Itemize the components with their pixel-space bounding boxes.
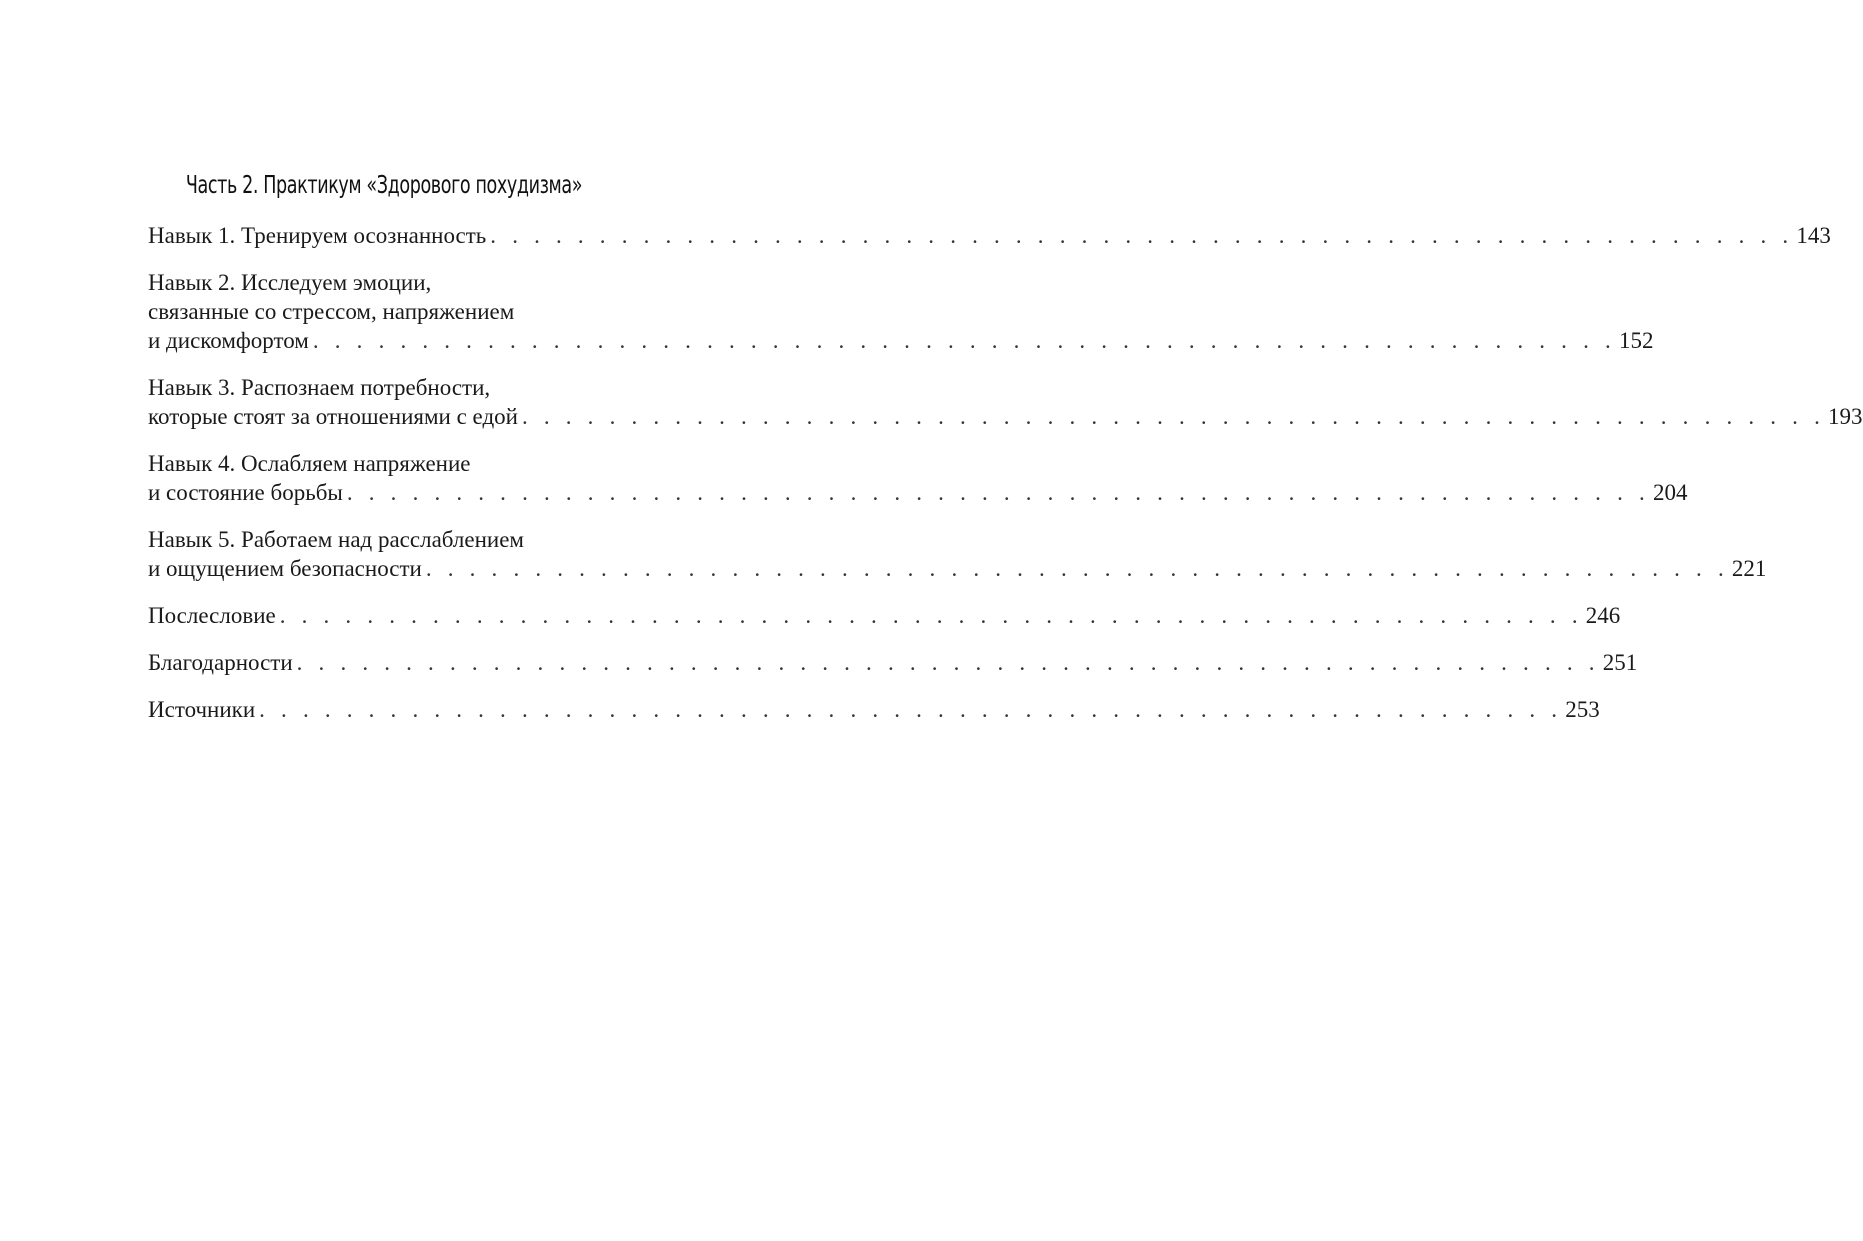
toc-entry-title: Источники xyxy=(148,697,256,722)
toc-entry-skill-3[interactable] xyxy=(148,373,1863,431)
toc-entry-title-cont: и дискомфортом xyxy=(148,328,309,353)
toc-entry-title: Благодарности xyxy=(148,650,293,675)
toc-entry-title: Послесловие xyxy=(148,603,276,628)
toc-entry-page: 204 xyxy=(1652,480,1688,505)
toc-entry-title-cont: и состояние борьбы xyxy=(148,480,343,505)
toc-entry-page: 253 xyxy=(1565,697,1600,722)
dot-leader: . . . . . . . . . . . . . . . . . . . . . . . . . . . . . . . . . . . . . . . . . . . . . . . . . . . . . . . . . . . . xyxy=(521,404,1826,429)
toc-entry-acknowledgements[interactable] xyxy=(148,648,1638,677)
toc-entry-title: Навык 1. Тренируем осознанность xyxy=(148,223,487,248)
part-title: Часть 2. Практикум «Здорового похудизма» xyxy=(185,170,583,199)
toc-entry-title-cont: которые стоят за отношениями с едой xyxy=(148,404,518,429)
toc-entry-page: 143 xyxy=(1796,223,1831,248)
dot-leader: . . . . . . . . . . . . . . . . . . . . . . . . . . . . . . . . . . . . . . . . . . . . . . . . . . . . . . . . . . . . xyxy=(279,603,1583,628)
dot-leader: . . . . . . . . . . . . . . . . . . . . . . . . . . . . . . . . . . . . . . . . . . . . . . . . . . . . . . . . . . . . xyxy=(425,556,1729,581)
dot-leader: . . . . . . . . . . . . . . . . . . . . . . . . . . . . . . . . . . . . . . . . . . . . . . . . . . . . . . . . . . . . xyxy=(259,697,1563,722)
toc-entry-sources[interactable] xyxy=(148,695,1600,724)
toc-entry-skill-1[interactable] xyxy=(148,221,1831,250)
toc-entry-title: Навык 3. Распознаем потребности, xyxy=(148,375,491,400)
toc-list xyxy=(148,221,1863,742)
dot-leader: . . . . . . . . . . . . . . . . . . . . . . . . . . . . . . . . . . . . . . . . . . . . . . . . . . . . . . . . . . . . xyxy=(490,223,1794,248)
toc-entry-page: 246 xyxy=(1585,603,1621,628)
toc-entry-title: Навык 5. Работаем над расслаблением xyxy=(148,527,524,552)
toc-entry-title-cont: связанные со стрессом, напряжением xyxy=(148,299,515,324)
toc-entry-skill-4[interactable] xyxy=(148,449,1688,507)
toc-entry-afterword[interactable] xyxy=(148,601,1621,630)
toc-entry-skill-2[interactable] xyxy=(148,268,1654,355)
toc-entry-page: 152 xyxy=(1618,328,1654,353)
dot-leader: . . . . . . . . . . . . . . . . . . . . . . . . . . . . . . . . . . . . . . . . . . . . . . . . . . . . . . . . . . . . xyxy=(296,650,1600,675)
toc-entry-title-cont: и ощущением безопасности xyxy=(148,556,422,581)
toc-entry-page: 193 xyxy=(1828,404,1863,429)
toc-entry-page: 221 xyxy=(1731,556,1767,581)
toc-entry-title: Навык 2. Исследуем эмоции, xyxy=(148,270,432,295)
toc-entry-page: 251 xyxy=(1602,650,1638,675)
toc-entry-skill-5[interactable] xyxy=(148,525,1767,583)
toc-entry-title: Навык 4. Ослабляем напряжение xyxy=(148,451,471,476)
dot-leader: . . . . . . . . . . . . . . . . . . . . . . . . . . . . . . . . . . . . . . . . . . . . . . . . . . . . . . . . . . . . xyxy=(346,480,1650,505)
dot-leader: . . . . . . . . . . . . . . . . . . . . . . . . . . . . . . . . . . . . . . . . . . . . . . . . . . . . . . . . . . . . xyxy=(312,328,1616,353)
